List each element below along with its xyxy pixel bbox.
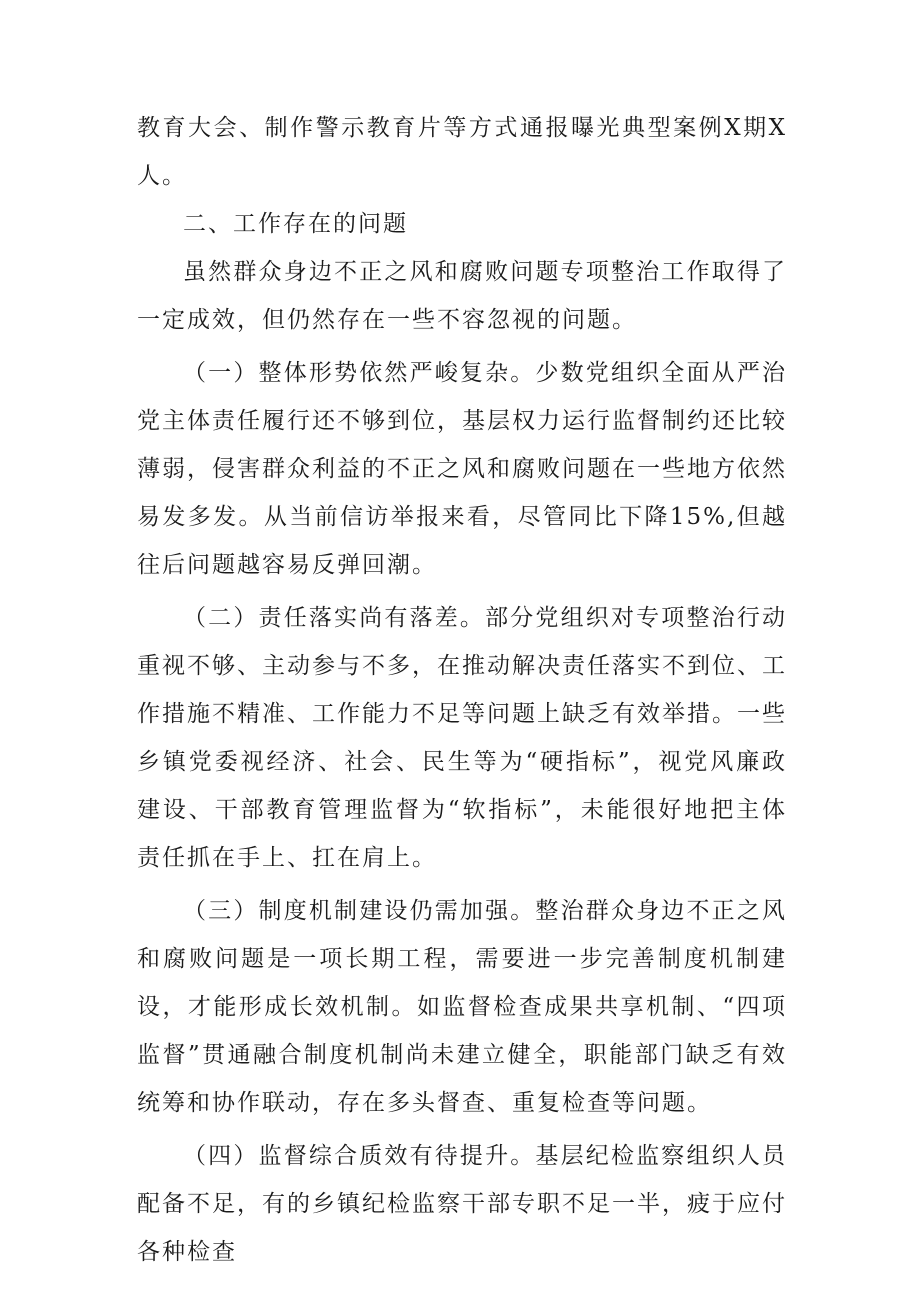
paragraph-issue-1: （一）整体形势依然严峻复杂。少数党组织全面从严治党主体责任履行还不够到位，基层权力运行监督制约还比较薄弱，侵害群众利益的不正之风和腐败问题在一些地方依然易发多发。从当前信访举报来看，尽管同比下降15%,但越往后问题越容易反弹回潮。 xyxy=(137,360,787,578)
paragraph-continuation: 教育大会、制作警示教育片等方式通报曝光典型案例X期X人。 xyxy=(137,115,787,189)
paragraph-issue-2: （二）责任落实尚有落差。部分党组织对专项整治行动重视不够、主动参与不多，在推动解决责任落实不到位、工作措施不精准、工作能力不足等问题上缺乏有效举措。一些乡镇党委视经济、社会、民生等为“硬指标”，视党风廉政建设、干部教育管理监督为“软指标”，未能很好地把主体责任抓在手上、扛在肩上。 xyxy=(137,605,787,871)
document-body xyxy=(137,104,787,1276)
paragraph-issue-3: （三）制度机制建设仍需加强。整治群众身边不正之风和腐败问题是一项长期工程，需要进一步完善制度机制建设，才能形成长效机制。如监督检查成果共享机制、“四项监督”贯通融合制度机制尚未建立健全，职能部门缺乏有效统筹和协作联动，存在多头督查、重复检查等问题。 xyxy=(137,898,787,1116)
paragraph-intro: 虽然群众身边不正之风和腐败问题专项整治工作取得了一定成效，但仍然存在一些不容忽视的问题。 xyxy=(137,259,787,333)
section-heading: 二、工作存在的问题 xyxy=(183,211,408,237)
paragraph-issue-4: （四）监督综合质效有待提升。基层纪检监察组织人员配备不足，有的乡镇纪检监察干部专职不足一半，疲于应付各种检查 xyxy=(137,1143,787,1265)
